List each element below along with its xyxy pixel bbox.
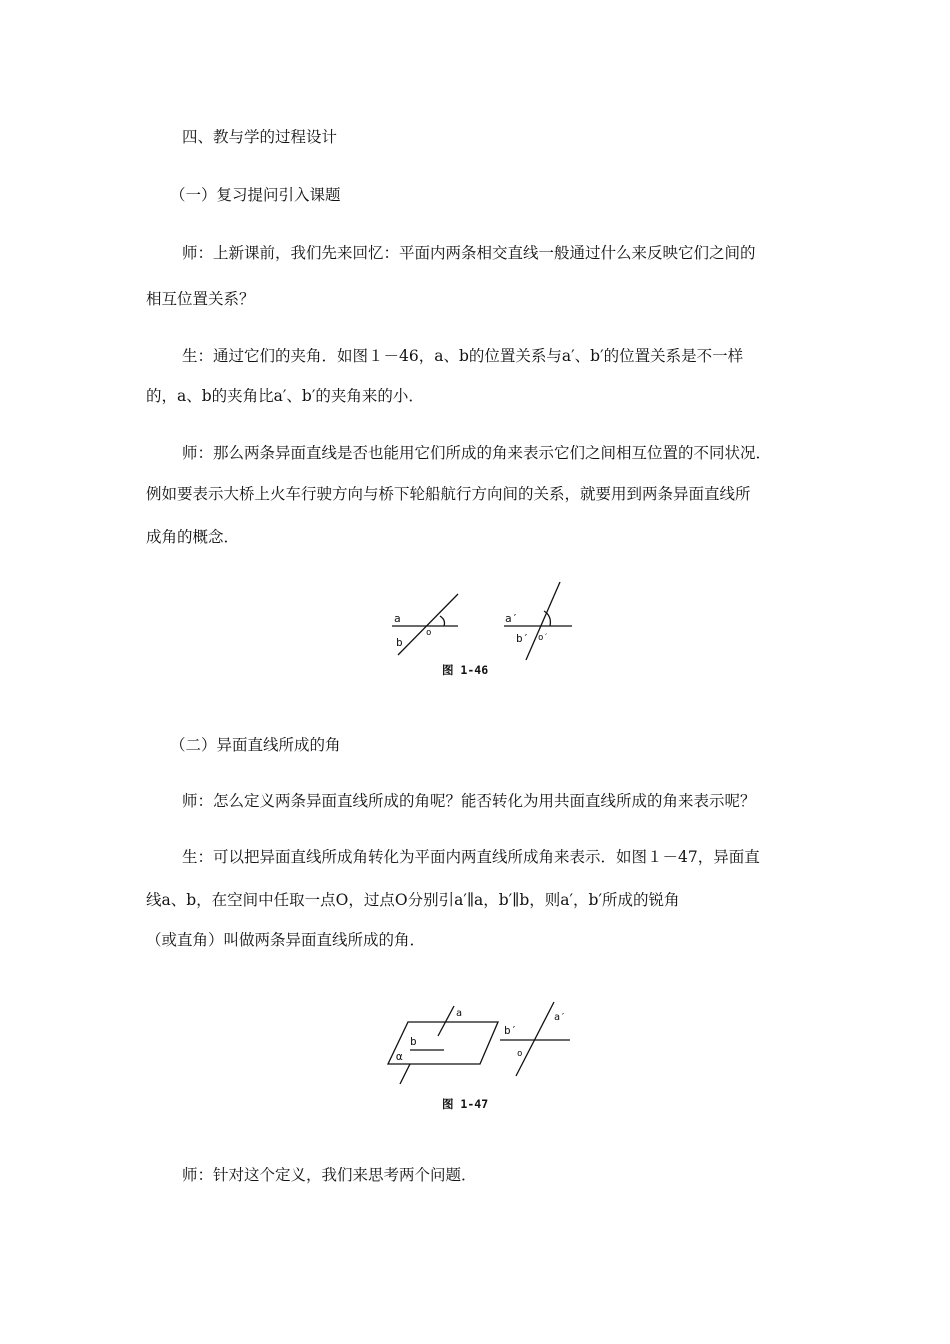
paragraph-2-line-1: 生：通过它们的夹角．如图１－46，a、b的位置关系与a′、b′的位置关系是不一样	[182, 347, 744, 365]
figure-1-46-svg	[380, 578, 590, 683]
paragraph-3-line-3: 成角的概念．	[146, 528, 240, 546]
paragraph-1-line-2: 相互位置关系？	[146, 290, 255, 308]
line-a-prime	[516, 1002, 554, 1076]
label-a-prime-2: a′	[554, 1012, 567, 1023]
line-a-skew	[438, 1006, 454, 1036]
label-o-2: o	[517, 1049, 523, 1059]
label-b-prime: b′	[516, 632, 530, 645]
figure-1-46-caption: 图 1-46	[442, 663, 489, 677]
angle-arc-left	[440, 616, 445, 626]
figure-1-47	[380, 998, 590, 1116]
paragraph-5-line-2: 线a、b，在空间中任取一点O，过点O分别引a′∥a，b′∥b，则a′，b′所成的锐角	[146, 891, 680, 909]
line-a-lower	[400, 1064, 410, 1084]
paragraph-1-line-1: 师：上新课前，我们先来回忆：平面内两条相交直线一般通过什么来反映它们之间的	[182, 244, 756, 262]
paragraph-2-line-2: 的，a、b的夹角比a′、b′的夹角来的小．	[146, 387, 424, 405]
paragraph-5-line-3: （或直角）叫做两条异面直线所成的角．	[146, 931, 426, 949]
subsection-title-1: （一）复习提问引入课题	[170, 186, 341, 204]
figure-1-47-svg	[380, 998, 590, 1116]
subsection-title-2: （二）异面直线所成的角	[170, 736, 341, 754]
paragraph-5-line-1: 生：可以把异面直线所成角转化为平面内两直线所成角来表示．如图１－47，异面直	[182, 848, 760, 866]
paragraph-3-line-2: 例如要表示大桥上火车行驶方向与桥下轮船航行方向间的关系，就要用到两条异面直线所	[146, 485, 751, 503]
label-o-prime: o′	[538, 633, 549, 643]
label-a: a	[394, 612, 401, 625]
line-b-prime	[526, 582, 560, 660]
label-b-plane: b	[410, 1035, 417, 1048]
plane-alpha	[388, 1022, 498, 1064]
label-alpha: α	[396, 1050, 403, 1063]
section-title: 四、教与学的过程设计	[182, 128, 338, 146]
figure-1-47-caption: 图 1-47	[442, 1097, 489, 1111]
paragraph-3-line-1: 师：那么两条异面直线是否也能用它们所成的角来表示它们之间相互位置的不同状况．	[182, 444, 772, 462]
paragraph-6-line-1: 师：针对这个定义，我们来思考两个问题．	[182, 1166, 477, 1184]
label-a-skew: a	[456, 1008, 463, 1019]
figure-1-46	[380, 578, 590, 683]
angle-arc-right	[544, 611, 550, 626]
label-a-prime: a′	[505, 612, 519, 625]
paragraph-4-line-1: 师：怎么定义两条异面直线所成的角呢？能否转化为用共面直线所成的角来表示呢？	[182, 792, 756, 810]
label-b: b	[396, 636, 403, 649]
label-o: o	[426, 628, 432, 638]
label-b-prime-2: b′	[504, 1024, 518, 1037]
line-b	[398, 594, 458, 655]
